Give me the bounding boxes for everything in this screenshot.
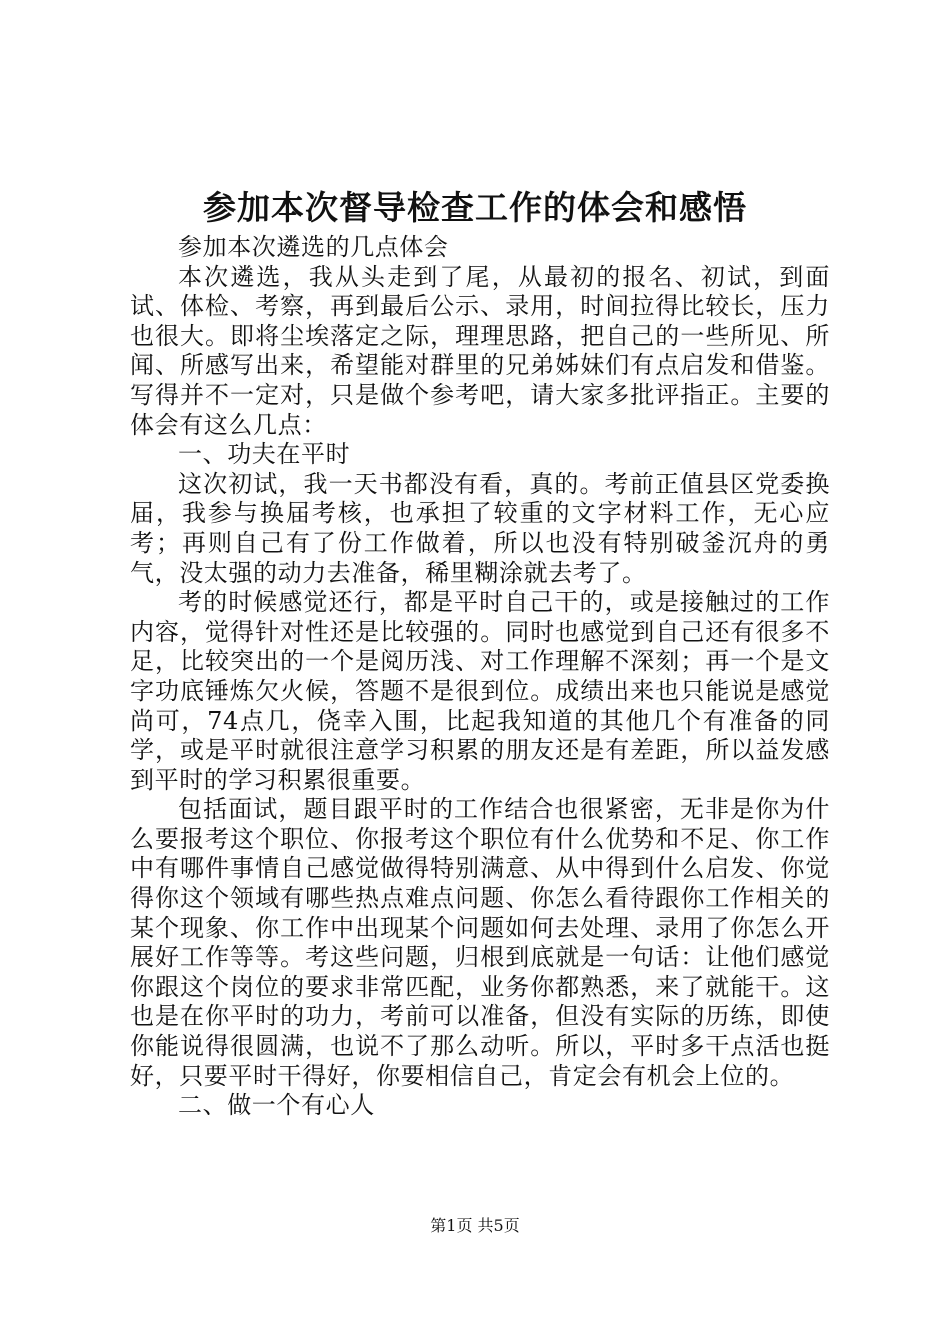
document-body (130, 233, 830, 1121)
body-paragraph: 这次初试，我一天书都没有看，真的。考前正值县区党委换届，我参与换届考核，也承担了较重的文字材料工作，无心应考；再则自己有了份工作做着，所以也没有特别破釜沉舟的勇气，没太强的动力去准备，稀里糊涂就去考了。 (130, 469, 830, 587)
subtitle-paragraph: 参加本次遴选的几点体会 (178, 233, 449, 261)
section-heading: 一、功夫在平时 (178, 440, 351, 469)
body-paragraph: 包括面试，题目跟平时的工作结合也很紧密，无非是你为什么要报考这个职位、你报考这个职位有什么优势和不足、你工作中有哪件事情自己感觉做得特别满意、从中得到什么启发、你觉得你这个领域有哪些热点难点问题、你怎么看待跟你工作相关的某个现象、你工作中出现某个问题如何去处理、录用了你怎么开展好工作等等。考这些问题，归根到底就是一句话：让他们感觉你跟这个岗位的要求非常匹配，业务你都熟悉，来了就能干。这也是在你平时的功力，考前可以准备，但没有实际的历练，即使你能说得很圆满，也说不了那么动听。所以，平时多干点活也挺好，只要平时干得好，你要相信自己，肯定会有机会上位的。 (130, 795, 830, 1090)
body-paragraph: 本次遴选，我从头走到了尾，从最初的报名、初试，到面试、体检、考察，再到最后公示、录用，时间拉得比较长，压力也很大。即将尘埃落定之际，理理思路，把自己的一些所见、所闻、所感写出来，希望能对群里的兄弟姊妹们有点启发和借鉴。写得并不一定对，只是做个参考吧，请大家多批评指正。主要的体会有这么几点： (130, 262, 830, 439)
section-heading: 二、做一个有心人 (178, 1091, 375, 1120)
page-footer: 第1页 共5页 (430, 1216, 520, 1235)
body-paragraph: 考的时候感觉还行，都是平时自己干的，或是接触过的工作内容，觉得针对性还是比较强的。同时也感觉到自己还有很多不足，比较突出的一个是阅历浅、对工作理解不深刻；再一个是文字功底锤炼欠火候，答题不是很到位。成绩出来也只能说是感觉尚可，74点几，侥幸入围，比起我知道的其他几个有准备的同学，或是平时就很注意学习积累的朋友还是有差距，所以益发感到平时的学习积累很重要。 (130, 588, 830, 794)
document-title: 参加本次督导检查工作的体会和感悟 (203, 188, 747, 227)
